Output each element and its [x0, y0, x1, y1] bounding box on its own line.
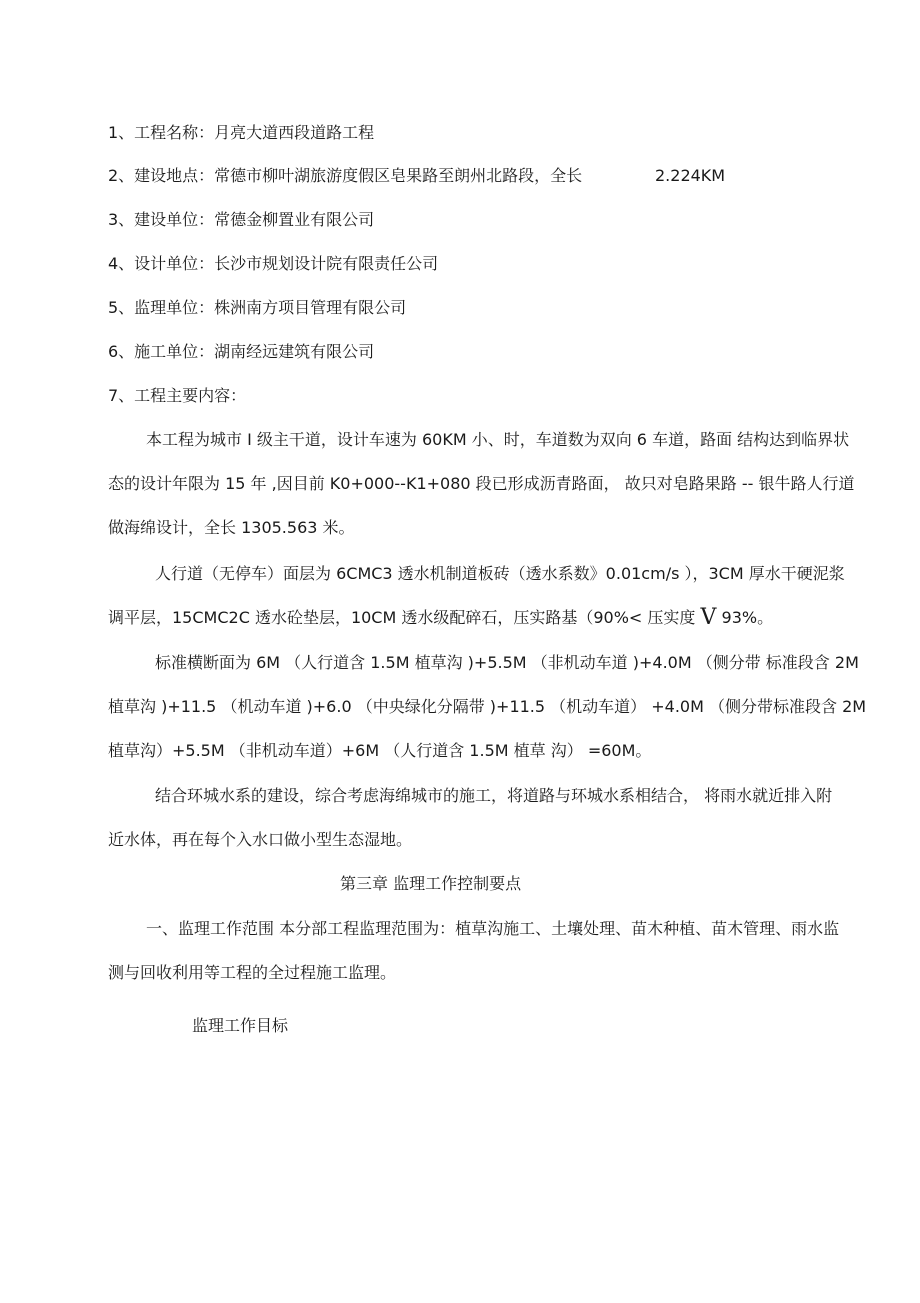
item-owner: 3、建设单位：常德金柳置业有限公司 — [108, 210, 375, 229]
para4-line1: 结合环城水系的建设，综合考虑海绵城市的施工，将道路与环城水系相结合， 将雨水就近排入附 — [155, 786, 833, 805]
item-main-content: 7、工程主要内容： — [108, 386, 247, 405]
section1-line1: 一、监理工作范围 本分部工程监理范围为：植草沟施工、土壤处理、苗木种植、苗木管理、雨水监 — [146, 919, 840, 938]
para4-line2: 近水体，再在每个入水口做小型生态湿地。 — [108, 830, 413, 849]
para3-line3: 植草沟）+5.5M （非机动车道）+6M （人行道含 1.5M 植草 沟） =60M。 — [108, 741, 652, 760]
para2-line2-v: V — [700, 605, 717, 630]
item-location-text: 2、建设地点：常德市柳叶湖旅游度假区皂果路至朗州北路段，全长 — [108, 166, 583, 185]
para2-line2 — [108, 607, 773, 629]
para2-line1: 人行道（无停车）面层为 6CMC3 透水机制道板砖（透水系数》0.01cm/s ），3CM 厚水干硬泥浆 — [155, 564, 845, 583]
item-project-name: 1、工程名称：月亮大道西段道路工程 — [108, 123, 375, 142]
para3-line2: 植草沟 )+11.5 （机动车道 )+6.0 （中央绿化分隔带 )+11.5 （机动车道） +4.0M （侧分带标准段含 2M — [108, 697, 867, 716]
para3-line1: 标准横断面为 6M （人行道含 1.5M 植草沟 )+5.5M （非机动车道 )+4.0M （侧分带 标准段含 2M — [155, 653, 859, 672]
chapter-title: 第三章 监理工作控制要点 — [340, 874, 522, 893]
item-supervisor: 5、监理单位：株洲南方项目管理有限公司 — [108, 298, 407, 317]
section2-title: 监理工作目标 — [192, 1016, 289, 1035]
para1-line2: 态的设计年限为 15 年 ,因目前 K0+000--K1+080 段已形成沥青路面， 故只对皂路果路 -- 银牛路人行道 — [108, 474, 855, 493]
section1-line2: 测与回收利用等工程的全过程施工监理。 — [108, 963, 397, 982]
item-location — [108, 165, 868, 187]
para1-line3: 做海绵设计，全长 1305.563 米。 — [108, 518, 355, 537]
item-contractor: 6、施工单位：湖南经远建筑有限公司 — [108, 342, 375, 361]
para1-line1: 本工程为城市 I 级主干道，设计车速为 60KM 小、时，车道数为双向 6 车道，路面 结构达到临界状 — [146, 430, 850, 449]
item-location-length: 2.224KM — [655, 166, 726, 185]
para2-line2-text-b: 93%。 — [721, 608, 774, 627]
para2-line2-text-a: 调平层，15CMC2C 透水砼垫层，10CM 透水级配碎石，压实路基（90%< 压实度 — [108, 608, 696, 627]
item-designer: 4、设计单位：长沙市规划设计院有限责任公司 — [108, 254, 439, 273]
